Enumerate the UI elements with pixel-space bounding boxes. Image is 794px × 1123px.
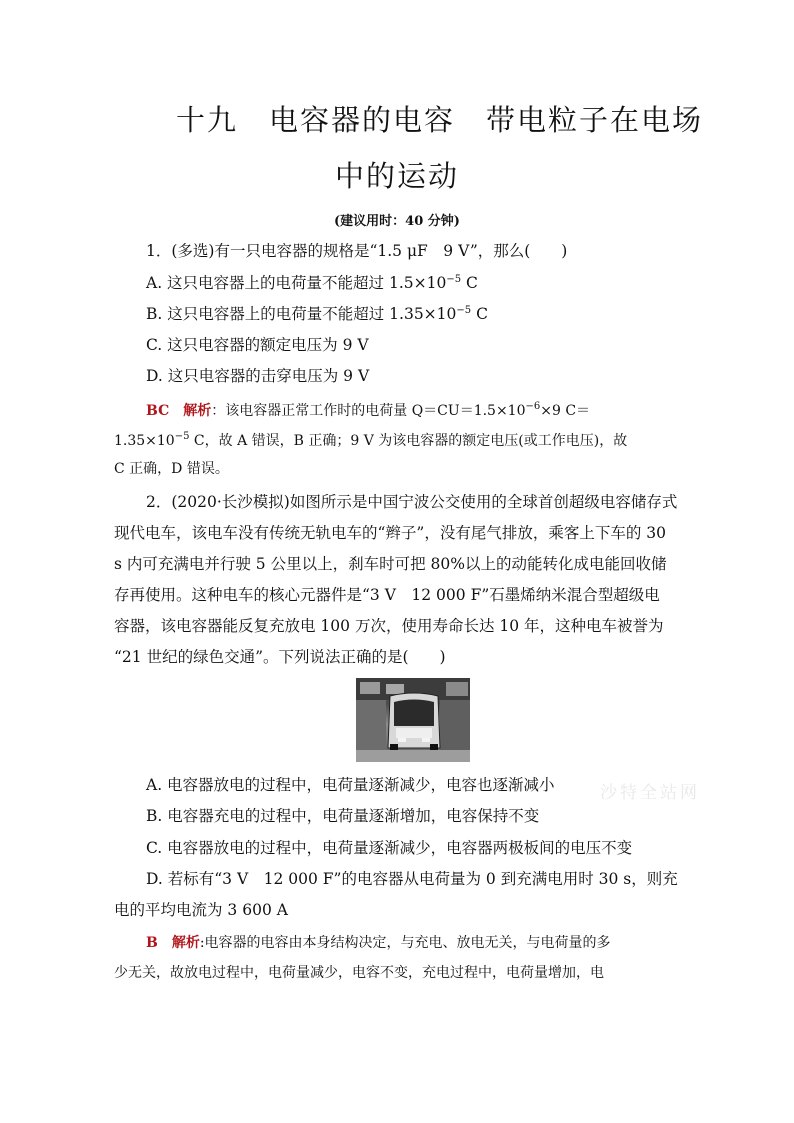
page-title-line2: 中的运动 xyxy=(334,159,459,193)
q2-stem-line3: s 内可充满电并行驶 5 公里以上，刹车时可把 80%以上的动能转化成电能回收储 xyxy=(114,555,667,573)
q1-analysis-label: 解析 xyxy=(183,403,212,419)
q2-option-d-line1: D. 若标有“3 V 12 000 F”的电容器从电荷量为 0 到充满电用时 30 s，则充 xyxy=(146,870,678,888)
q1-analysis-line3: C 正确，D 错误。 xyxy=(114,461,229,477)
q1-stem: 1．(多选)有一只电容器的规格是“1.5 μF 9 V”，那么( ) xyxy=(146,242,568,260)
q2-option-d-line2: 电的平均电流为 3 600 A xyxy=(114,901,288,919)
q2-analysis-line1: B 解析:电容器的电容由本身结构决定，与充电、放电无关，与电荷量的多 xyxy=(146,935,611,951)
q1-option-a: A. 这只电容器上的电荷量不能超过 $1.5\times 10^{-5}$ C xyxy=(146,274,478,292)
suggested-time: (建议用时：40 分钟) xyxy=(334,214,460,229)
bus-illustration xyxy=(356,678,470,762)
q2-option-a: A. 电容器放电的过程中，电荷量逐渐减少，电容也逐渐减小 xyxy=(146,776,555,794)
q1-answer: BC xyxy=(146,403,170,419)
q1-option-d: D. 这只电容器的击穿电压为 9 V xyxy=(146,367,370,385)
q2-answer: B xyxy=(146,935,158,951)
q2-analysis-label: 解析 xyxy=(171,935,200,951)
q2-stem-line4: 存再使用。这种电车的核心元器件是“3 V 12 000 F”石墨烯纳米混合型超级电 xyxy=(114,586,660,604)
q2-stem-line5: 容器，该电容器能反复充放电 100 万次，使用寿命长达 10 年，这种电车被誉为 xyxy=(114,617,664,635)
q2-stem-line2: 现代电车，该电车没有传统无轨电车的“辫子”，没有尾气排放，乘客上下车的 30 xyxy=(114,524,667,542)
q1-option-c: C. 这只电容器的额定电压为 9 V xyxy=(146,336,369,354)
q1-analysis-line1: BC 解析：该电容器正常工作时的电荷量 $Q=CU=1.5\times 10^{-6}\times 9$ C＝ xyxy=(146,401,591,419)
electric-bus-photo xyxy=(356,678,470,762)
q1-option-b: B. 这只电容器上的电荷量不能超过 $1.35\times 10^{-5}$ C xyxy=(146,305,488,323)
q1-analysis-line2: $1.35\times 10^{-5}$ C，故 A 错误，B 正确；9 V 为该电容器的额定电压(或工作电压)，故 xyxy=(114,431,628,449)
q2-option-b: B. 电容器充电的过程中，电荷量逐渐增加，电容保持不变 xyxy=(146,807,540,825)
q2-stem-line1: 2．(2020·长沙模拟)如图所示是中国宁波公交使用的全球首创超级电容储存式 xyxy=(146,493,678,511)
page-title-line1: 十九 电容器的电容 带电粒子在电场 xyxy=(176,103,704,137)
q2-stem-line6: “21 世纪的绿色交通”。下列说法正确的是( ) xyxy=(114,648,446,666)
q2-option-c: C. 电容器放电的过程中，电荷量逐渐减少，电容器两极板间的电压不变 xyxy=(146,839,633,857)
q2-analysis-line2: 少无关，故放电过程中，电荷量减少，电容不变，充电过程中，电荷量增加，电 xyxy=(114,965,604,981)
watermark: 沙特全站网 xyxy=(600,783,700,803)
